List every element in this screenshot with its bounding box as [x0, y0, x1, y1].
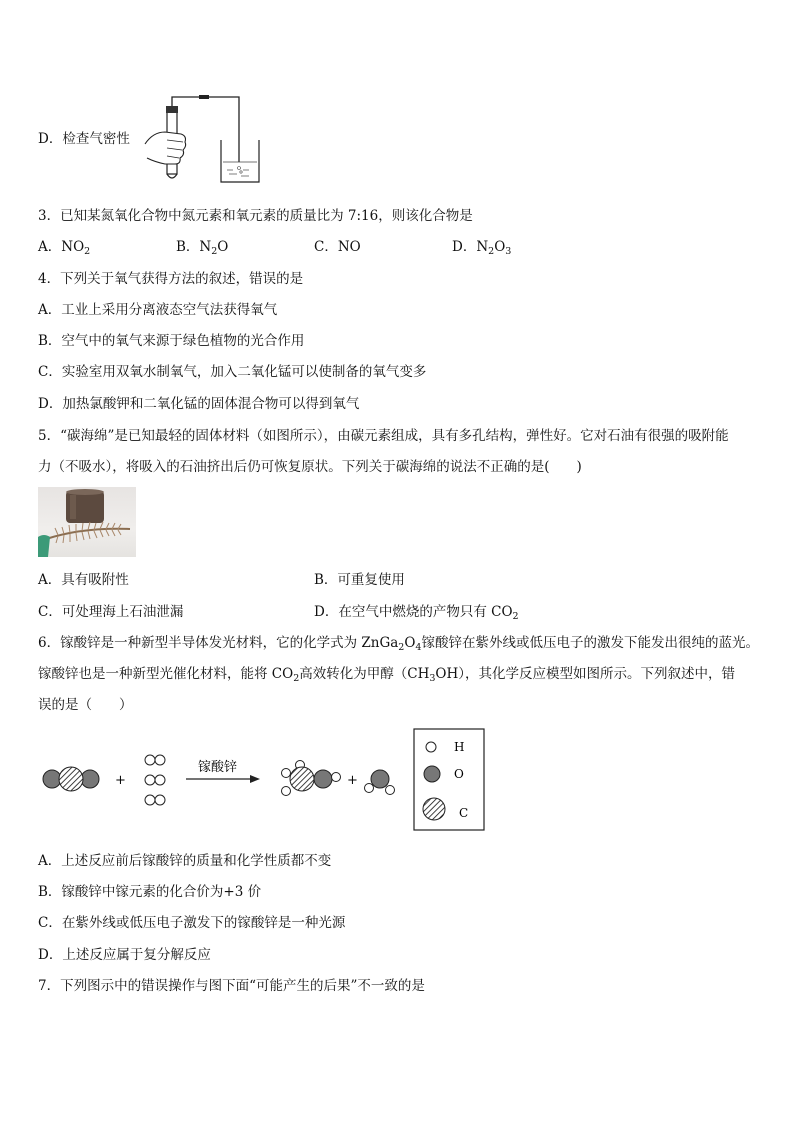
- q4-stem: 4．下列关于氧气获得方法的叙述，错误的是: [38, 271, 304, 287]
- rubber-stopper: [166, 106, 178, 113]
- q3-option-d-sub: 2: [488, 246, 495, 257]
- q5-option-d-sub: 2: [512, 611, 519, 622]
- q5-option-b: B．可重复使用: [314, 572, 405, 588]
- plus-sign-2: +: [347, 773, 358, 788]
- q5-stem-line2: 力（不吸水），将吸入的石油挤出后仍可恢复原状。下列关于碳海绵的说法不正确的是( ): [38, 459, 582, 475]
- q3-option-d-formula: N: [476, 239, 489, 255]
- q3-option-d-sub2: 3: [505, 246, 512, 257]
- q7-stem: 7．下列图示中的错误操作与图下面“可能产生的后果”不一致的是: [38, 978, 425, 994]
- q6-line1-sub1: 2: [398, 642, 405, 653]
- q3-option-d-prefix: D．: [452, 239, 477, 255]
- q6-stem-line2: [38, 665, 735, 688]
- q3-option-a-sub: 2: [84, 246, 91, 257]
- carbon-sponge-photo: [38, 487, 136, 557]
- hand-icon: [145, 132, 186, 164]
- q3-option-c-prefix: C．: [314, 239, 338, 255]
- legend-c: C: [459, 806, 469, 820]
- q6-stem-line3: 误的是（ ）: [38, 697, 133, 713]
- methanol-molecule: [282, 761, 341, 796]
- oxygen-atom-icon: [424, 766, 440, 782]
- q3-option-b-tail: O: [217, 239, 229, 255]
- q3-option-b: [176, 238, 228, 261]
- h2-molecules: [145, 755, 165, 805]
- q5-option-a: A．具有吸附性: [38, 572, 129, 588]
- plus-sign-1: +: [115, 773, 126, 788]
- q6-line1-sub2: 4: [415, 642, 422, 653]
- q6-line2-sub: 2: [293, 673, 300, 684]
- q3-option-c-formula: NO: [337, 239, 361, 255]
- q4-option-d: D．加热氯酸钾和二氧化锰的固体混合物可以得到氧气: [38, 396, 360, 412]
- q3-option-a: [38, 238, 90, 261]
- q5-stem-line1: 5．“碳海绵”是已知最轻的固体材料（如图所示），由碳元素组成，具有多孔结构，弹性好。它对石油有很强的吸附能: [38, 428, 729, 444]
- legend-o: O: [454, 767, 464, 781]
- q6-line2-a: 镓酸锌也是一种新型光催化材料，能将 CO: [38, 666, 294, 682]
- co2-molecule: [43, 767, 99, 791]
- q6-line2-c: OH），其化学反应模型如图所示。下列叙述中，错: [435, 666, 735, 682]
- atom-legend: [414, 729, 484, 830]
- legend-h: H: [454, 740, 465, 754]
- q2-option-d-prefix: D．: [38, 131, 63, 147]
- q4-option-b: B．空气中的氧气来源于绿色植物的光合作用: [38, 333, 305, 349]
- q4-option-a: A．工业上采用分离液态空气法获得氧气: [38, 302, 278, 318]
- q6-line2-b: 高效转化为甲醇（CH: [299, 666, 430, 682]
- q3-stem: 3．已知某氮氧化合物中氮元素和氧元素的质量比为 7:16，则该化合物是: [38, 208, 473, 224]
- water-molecule: [365, 770, 395, 795]
- q2-option-d-text: 检查气密性: [62, 131, 130, 147]
- q6-option-a: A．上述反应前后镓酸锌的质量和化学性质都不变: [38, 853, 332, 869]
- q6-stem-line1: [38, 634, 759, 657]
- q3-option-b-sub: 2: [211, 246, 218, 257]
- q6-line2-sub2: 3: [429, 673, 436, 684]
- q2-option-d: [38, 130, 130, 148]
- hydrogen-atom-icon: [426, 742, 436, 752]
- q6-option-d: D．上述反应属于复分解反应: [38, 947, 211, 963]
- q3-option-d-tail: O: [494, 239, 506, 255]
- q5-option-d-text: D．在空气中燃烧的产物只有 CO: [314, 604, 513, 620]
- reaction-model-diagram: [38, 727, 498, 832]
- q3-option-a-formula: NO: [61, 239, 85, 255]
- q6-line1-b: O: [404, 635, 416, 651]
- carbon-atom-icon: [423, 798, 445, 820]
- q5-option-d: [314, 603, 519, 626]
- q6-option-b: B．镓酸锌中镓元素的化合价为+3 价: [38, 884, 262, 900]
- q6-line1-a: 6．镓酸锌是一种新型半导体发光材料，它的化学式为 ZnGa: [38, 635, 399, 651]
- q6-option-c: C．在紫外线或低压电子激发下的镓酸锌是一种光源: [38, 915, 346, 931]
- catalyst-label: 镓酸锌: [198, 760, 238, 775]
- q3-option-b-formula: N: [199, 239, 212, 255]
- q6-line1-c: 镓酸锌在紫外线或低压电子的激发下能发出很纯的蓝光。: [421, 635, 759, 651]
- q3-option-b-prefix: B．: [176, 239, 200, 255]
- airtightness-apparatus: [135, 92, 265, 187]
- beaker: [221, 140, 259, 182]
- q4-option-c: C．实验室用双氧水制氧气，加入二氧化锰可以使制备的氧气变多: [38, 364, 427, 380]
- q5-option-c: C．可处理海上石油泄漏: [38, 604, 184, 620]
- q3-option-d: [452, 238, 511, 261]
- q3-option-c: [314, 238, 361, 256]
- q3-option-a-prefix: A．: [38, 239, 62, 255]
